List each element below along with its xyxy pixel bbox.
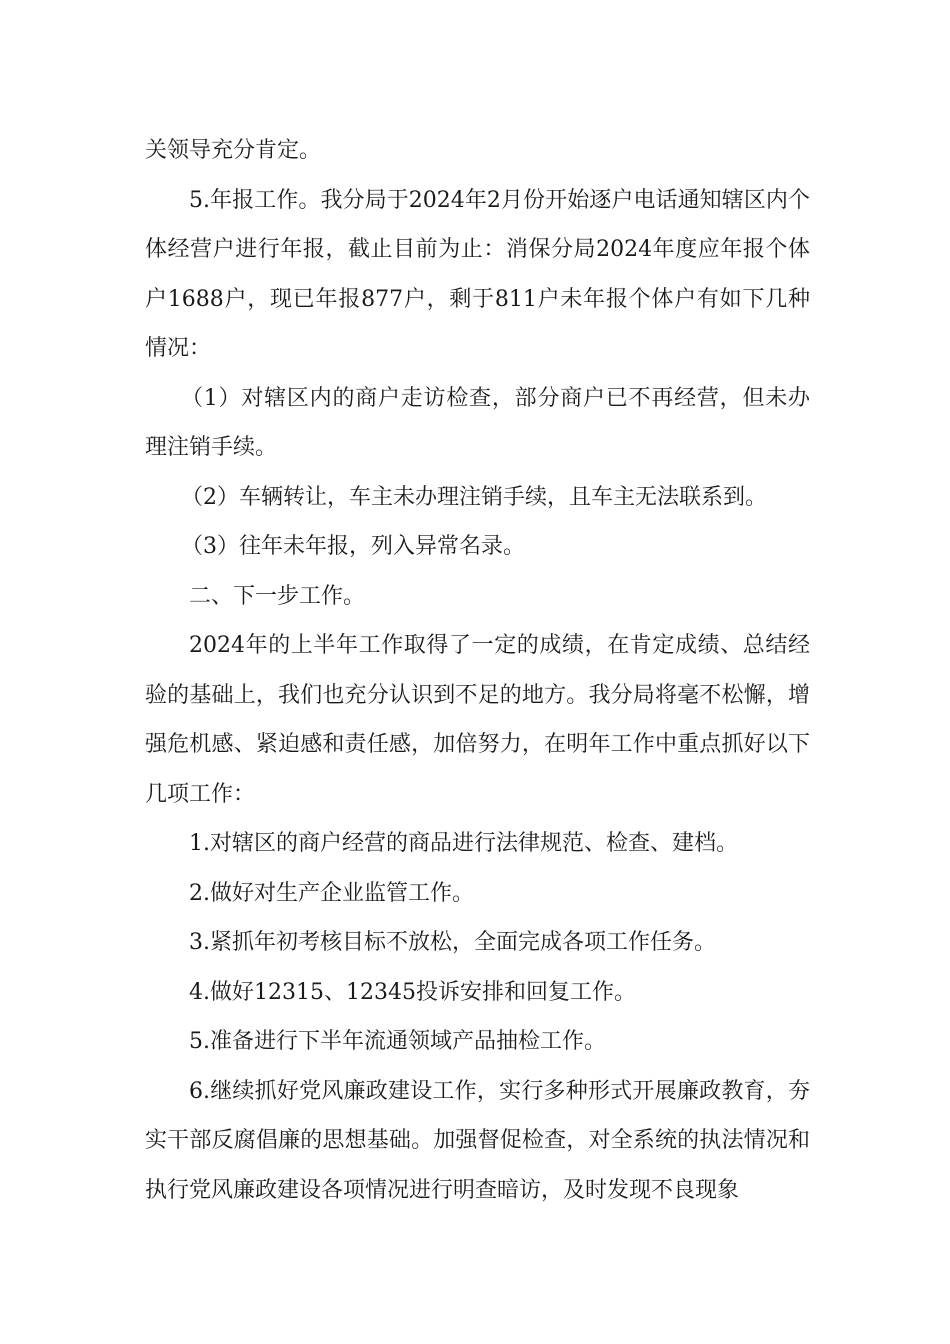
case-item-1: （1）对辖区内的商户走访检查，部分商户已不再经营，但未办理注销手续。 — [145, 385, 810, 460]
task-item-3: 3.紧抓年初考核目标不放松，全面完成各项工作任务。 — [189, 930, 716, 955]
task-item-2: 2.做好对生产企业监管工作。 — [189, 880, 474, 906]
task-item-1: 1.对辖区的商户经营的商品进行法律规范、检查、建档。 — [189, 831, 738, 856]
case-item-3: （3）往年未年报，列入异常名录。 — [181, 534, 525, 559]
task-item-6: 6.继续抓好党风廉政建设工作，实行多种形式开展廉政教育，夯实干部反腐倡廉的思想基础。加强督促检查，对全系统的执法情况和执行党风廉政建设各项情况进行明查暗访，及时发现不良现象 — [145, 1078, 810, 1203]
annual-report-item: 5.年报工作。我分局于2024年2月份开始逐户电话通知辖区内个体经营户进行年报，截止目前为止：消保分局2024年度应年报个体户1688户，现已年报877户，剩于811户未年报个体户有如下几种情况： — [145, 187, 810, 361]
case-item-2: （2）车辆转让，车主未办理注销手续，且车主无法联系到。 — [181, 484, 767, 510]
document-body — [145, 126, 810, 1215]
section-intro: 2024年的上半年工作取得了一定的成绩，在肯定成绩、总结经验的基础上，我们也充分认识到不足的地方。我分局将毫不松懈，增强危机感、紧迫感和责任感，加倍努力，在明年工作中重点抓好以下几项工作： — [145, 633, 810, 807]
task-item-5: 5.准备进行下半年流通领域产品抽检工作。 — [189, 1029, 606, 1054]
task-item-4: 4.做好12315、12345投诉安排和回复工作。 — [189, 979, 636, 1005]
section-heading: 二、下一步工作。 — [189, 583, 366, 609]
continued-paragraph: 关领导充分肯定。 — [145, 138, 322, 163]
